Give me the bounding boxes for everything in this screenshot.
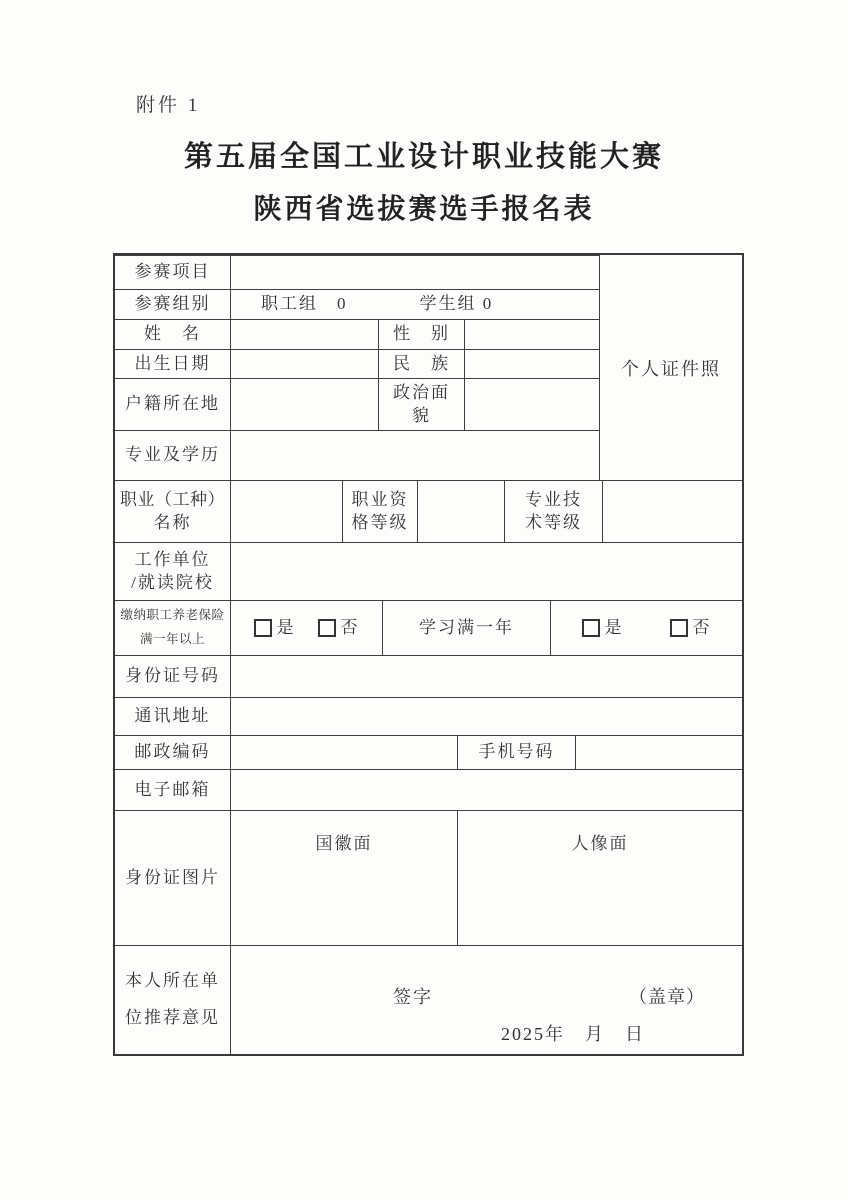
mobile-number-value-cell bbox=[575, 736, 742, 769]
study-duration-checkbox-cell bbox=[550, 601, 742, 655]
occupation-name-label bbox=[115, 481, 230, 542]
birthdate-label: 出生日期 bbox=[134, 353, 211, 373]
id-number-label: 身份证号码 bbox=[125, 666, 220, 686]
form-title-line1: 第五届全国工业设计职业技能大赛 bbox=[183, 141, 664, 173]
residence-value-cell bbox=[230, 379, 378, 430]
study-duration-label: 学习满一年 bbox=[382, 601, 550, 655]
gender-value-cell bbox=[464, 320, 599, 349]
pension-no-label: 否 bbox=[340, 617, 360, 637]
pension-insurance-label-line1: 缴纳职工养老保险 bbox=[120, 608, 225, 623]
pension-insurance-label bbox=[115, 601, 230, 655]
study-no-label: 否 bbox=[692, 617, 712, 637]
pension-no-option bbox=[318, 617, 360, 640]
pension-yes-label: 是 bbox=[276, 617, 296, 637]
recommendation-label bbox=[115, 946, 230, 1054]
id-card-photos-label: 身份证图片 bbox=[125, 867, 220, 887]
competition-group-value-cell bbox=[230, 290, 599, 319]
qualification-level-label bbox=[342, 481, 417, 542]
name-value-cell bbox=[230, 320, 378, 349]
seal-label: （盖章） bbox=[629, 987, 705, 1007]
major-education-value-cell bbox=[230, 431, 599, 480]
workplace-label-line2: /就读院校 bbox=[131, 572, 214, 592]
row-pension-insurance bbox=[115, 600, 742, 655]
row-email bbox=[115, 769, 742, 810]
pension-yes-option bbox=[254, 617, 296, 640]
workplace-value-cell bbox=[230, 543, 742, 600]
id-card-back-cell bbox=[457, 811, 742, 945]
political-status-label-line1: 政治面 bbox=[393, 382, 450, 402]
postcode-label: 邮政编码 bbox=[134, 742, 211, 762]
email-value-cell bbox=[230, 770, 742, 810]
occupation-name-value-cell bbox=[230, 481, 342, 542]
id-card-front-label: 国徽面 bbox=[315, 834, 373, 853]
checkbox-icon bbox=[670, 619, 688, 637]
row-id-card-photos bbox=[115, 810, 742, 945]
pension-insurance-checkbox-cell bbox=[230, 601, 382, 655]
residence-label: 户籍所在地 bbox=[125, 394, 220, 414]
mailing-address-value-cell bbox=[230, 698, 742, 735]
recommendation-content-cell bbox=[230, 946, 742, 1054]
id-card-front-cell bbox=[230, 811, 457, 945]
birthdate-value-cell bbox=[230, 350, 378, 378]
gender-label: 性 别 bbox=[378, 320, 464, 349]
checkbox-icon bbox=[318, 619, 336, 637]
row-workplace bbox=[115, 542, 742, 600]
personal-photo-cell bbox=[599, 255, 742, 480]
registration-table bbox=[113, 253, 744, 1056]
mailing-address-label: 通讯地址 bbox=[134, 706, 211, 726]
political-status-value-cell bbox=[464, 379, 599, 430]
occupation-name-label-line2: 名称 bbox=[153, 512, 192, 532]
study-yes-label: 是 bbox=[604, 617, 624, 637]
workplace-label bbox=[115, 543, 230, 600]
competition-project-label: 参赛项目 bbox=[134, 262, 211, 282]
qualification-level-label-line2: 格等级 bbox=[351, 512, 409, 532]
study-no-option bbox=[670, 617, 712, 640]
political-status-label-line2: 貌 bbox=[412, 405, 431, 425]
recommendation-label-line2: 位推荐意见 bbox=[125, 1008, 220, 1027]
qualification-level-label-line1: 职业资 bbox=[351, 489, 409, 509]
date-line: 2025年 月 日 bbox=[501, 1024, 645, 1044]
technical-level-label-line2: 术等级 bbox=[525, 512, 582, 532]
study-yes-option bbox=[582, 617, 624, 640]
row-occupation bbox=[115, 480, 742, 542]
row-mailing-address bbox=[115, 697, 742, 735]
student-group-option: 学生组 0 bbox=[419, 294, 494, 314]
qualification-level-value-cell bbox=[417, 481, 504, 542]
ethnicity-label: 民 族 bbox=[378, 350, 464, 378]
checkbox-icon bbox=[254, 619, 272, 637]
competition-project-value-cell bbox=[230, 256, 599, 289]
attachment-label: 附件 1 bbox=[136, 95, 201, 116]
id-number-value-cell bbox=[230, 656, 742, 697]
email-label: 电子邮箱 bbox=[134, 779, 211, 799]
technical-level-label bbox=[504, 481, 602, 542]
major-education-label: 专业及学历 bbox=[125, 445, 220, 465]
technical-level-label-line1: 专业技 bbox=[525, 489, 582, 509]
worker-group-option: 职工组 0 bbox=[261, 294, 348, 314]
row-id-number bbox=[115, 655, 742, 697]
name-label: 姓 名 bbox=[144, 324, 201, 344]
competition-group-label: 参赛组别 bbox=[134, 294, 211, 314]
mobile-number-label: 手机号码 bbox=[457, 736, 575, 769]
pension-insurance-label-line2: 满一年以上 bbox=[139, 632, 205, 646]
personal-photo-label: 个人证件照 bbox=[621, 358, 721, 379]
row-postcode-mobile bbox=[115, 735, 742, 769]
ethnicity-value-cell bbox=[464, 350, 599, 378]
form-title-line2: 陕西省选拔赛选手报名表 bbox=[253, 193, 595, 224]
technical-level-value-cell bbox=[602, 481, 742, 542]
row-recommendation bbox=[115, 945, 742, 1054]
workplace-label-line1: 工作单位 bbox=[134, 549, 211, 569]
checkbox-icon bbox=[582, 619, 600, 637]
political-status-label bbox=[378, 379, 464, 430]
postcode-value-cell bbox=[230, 736, 457, 769]
occupation-name-label-line1: 职业（工种） bbox=[120, 489, 225, 509]
id-card-back-label: 人像面 bbox=[571, 834, 629, 853]
recommendation-label-line1: 本人所在单 bbox=[125, 971, 220, 991]
signature-label: 签字 bbox=[393, 987, 433, 1007]
